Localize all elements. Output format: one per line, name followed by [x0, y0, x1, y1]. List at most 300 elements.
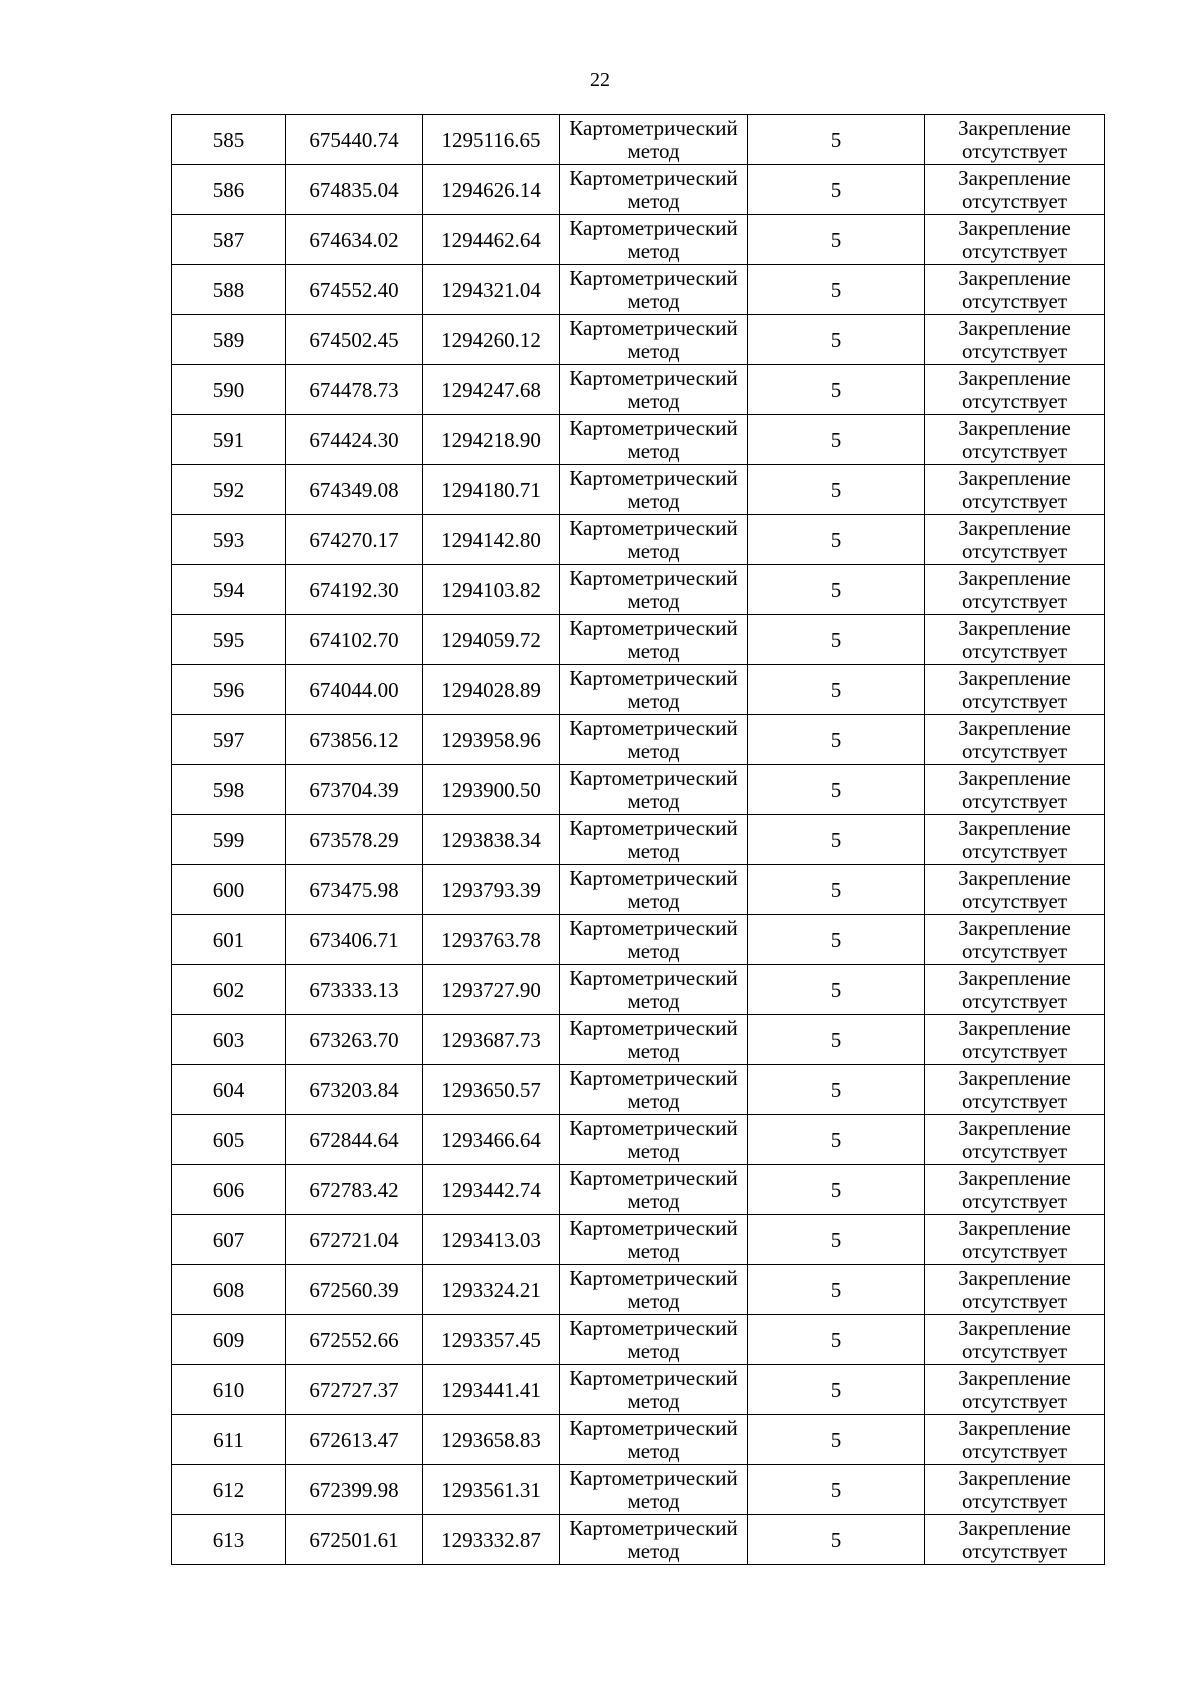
y-coordinate-cell: 1293650.57 — [423, 1065, 560, 1115]
fixation-line-1: Закрепление — [958, 1515, 1071, 1540]
error-cell: 5 — [748, 1415, 925, 1465]
fixation-line-2: отсутствует — [961, 1238, 1068, 1263]
x-coordinate-cell: 674478.73 — [286, 365, 423, 415]
error-cell: 5 — [748, 965, 925, 1015]
table-row — [172, 865, 1105, 915]
fixation-line-2: отсутствует — [961, 438, 1068, 463]
method-cell — [560, 1065, 748, 1115]
error-cell: 5 — [748, 1015, 925, 1065]
fixation-line-2: отсутствует — [961, 1088, 1068, 1113]
fixation-cell — [925, 665, 1105, 715]
fixation-cell — [925, 115, 1105, 165]
fixation-cell — [925, 415, 1105, 465]
method-cell — [560, 865, 748, 915]
table-row — [172, 1015, 1105, 1065]
error-cell: 5 — [748, 515, 925, 565]
x-coordinate-cell: 672501.61 — [286, 1515, 423, 1565]
method-cell — [560, 1515, 748, 1565]
error-cell: 5 — [748, 1215, 925, 1265]
fixation-line-1: Закрепление — [958, 865, 1071, 890]
fixation-line-2: отсутствует — [961, 388, 1068, 413]
method-line-2: метод — [627, 1288, 680, 1313]
y-coordinate-cell: 1293357.45 — [423, 1315, 560, 1365]
fixation-line-1: Закрепление — [958, 1415, 1071, 1440]
method-line-1: Картометрический — [569, 565, 738, 590]
method-line-1: Картометрический — [569, 315, 738, 340]
y-coordinate-cell: 1294247.68 — [423, 365, 560, 415]
method-cell — [560, 1115, 748, 1165]
method-line-2: метод — [627, 538, 680, 563]
point-number-cell: 597 — [172, 715, 286, 765]
method-line-2: метод — [627, 1038, 680, 1063]
x-coordinate-cell: 674192.30 — [286, 565, 423, 615]
fixation-line-1: Закрепление — [958, 815, 1071, 840]
table-row — [172, 715, 1105, 765]
y-coordinate-cell: 1294218.90 — [423, 415, 560, 465]
method-line-2: метод — [627, 438, 680, 463]
y-coordinate-cell: 1293466.64 — [423, 1115, 560, 1165]
method-line-1: Картометрический — [569, 665, 738, 690]
fixation-line-1: Закрепление — [958, 165, 1071, 190]
table-row — [172, 565, 1105, 615]
point-number-cell: 590 — [172, 365, 286, 415]
fixation-cell — [925, 715, 1105, 765]
y-coordinate-cell: 1294142.80 — [423, 515, 560, 565]
x-coordinate-cell: 674502.45 — [286, 315, 423, 365]
table-row — [172, 1115, 1105, 1165]
point-number-cell: 608 — [172, 1265, 286, 1315]
point-number-cell: 613 — [172, 1515, 286, 1565]
error-cell: 5 — [748, 215, 925, 265]
fixation-line-2: отсутствует — [961, 1388, 1068, 1413]
method-line-1: Картометрический — [569, 465, 738, 490]
fixation-line-2: отсутствует — [961, 588, 1068, 613]
error-cell: 5 — [748, 865, 925, 915]
method-cell — [560, 265, 748, 315]
method-line-1: Картометрический — [569, 1115, 738, 1140]
fixation-cell — [925, 1365, 1105, 1415]
x-coordinate-cell: 674270.17 — [286, 515, 423, 565]
fixation-cell — [925, 615, 1105, 665]
table-row — [172, 315, 1105, 365]
table-row — [172, 1365, 1105, 1415]
error-cell: 5 — [748, 115, 925, 165]
x-coordinate-cell: 673406.71 — [286, 915, 423, 965]
error-cell: 5 — [748, 1465, 925, 1515]
y-coordinate-cell: 1294462.64 — [423, 215, 560, 265]
table-row — [172, 1165, 1105, 1215]
fixation-line-1: Закрепление — [958, 1365, 1071, 1390]
fixation-cell — [925, 1515, 1105, 1565]
method-line-2: метод — [627, 488, 680, 513]
fixation-cell — [925, 1465, 1105, 1515]
method-cell — [560, 565, 748, 615]
coordinates-table-body — [172, 115, 1105, 1565]
table-row — [172, 1065, 1105, 1115]
point-number-cell: 602 — [172, 965, 286, 1015]
y-coordinate-cell: 1293763.78 — [423, 915, 560, 965]
fixation-line-1: Закрепление — [958, 365, 1071, 390]
method-line-2: метод — [627, 1338, 680, 1363]
fixation-line-1: Закрепление — [958, 1065, 1071, 1090]
x-coordinate-cell: 673263.70 — [286, 1015, 423, 1065]
method-cell — [560, 915, 748, 965]
y-coordinate-cell: 1294626.14 — [423, 165, 560, 215]
fixation-line-1: Закрепление — [958, 115, 1071, 140]
method-cell — [560, 415, 748, 465]
y-coordinate-cell: 1293413.03 — [423, 1215, 560, 1265]
y-coordinate-cell: 1293324.21 — [423, 1265, 560, 1315]
x-coordinate-cell: 674424.30 — [286, 415, 423, 465]
point-number-cell: 603 — [172, 1015, 286, 1065]
fixation-line-2: отсутствует — [961, 988, 1068, 1013]
method-line-1: Картометрический — [569, 1365, 738, 1390]
fixation-line-1: Закрепление — [958, 1215, 1071, 1240]
x-coordinate-cell: 673578.29 — [286, 815, 423, 865]
error-cell: 5 — [748, 465, 925, 515]
fixation-line-2: отсутствует — [961, 288, 1068, 313]
fixation-cell — [925, 515, 1105, 565]
fixation-cell — [925, 815, 1105, 865]
error-cell: 5 — [748, 565, 925, 615]
method-line-1: Картометрический — [569, 365, 738, 390]
error-cell: 5 — [748, 1265, 925, 1315]
method-line-1: Картометрический — [569, 765, 738, 790]
table-row — [172, 265, 1105, 315]
method-line-1: Картометрический — [569, 515, 738, 540]
fixation-cell — [925, 165, 1105, 215]
point-number-cell: 604 — [172, 1065, 286, 1115]
method-line-2: метод — [627, 188, 680, 213]
error-cell: 5 — [748, 1065, 925, 1115]
fixation-cell — [925, 915, 1105, 965]
x-coordinate-cell: 673704.39 — [286, 765, 423, 815]
error-cell: 5 — [748, 1515, 925, 1565]
fixation-line-1: Закрепление — [958, 465, 1071, 490]
point-number-cell: 594 — [172, 565, 286, 615]
fixation-cell — [925, 315, 1105, 365]
method-line-1: Картометрический — [569, 915, 738, 940]
x-coordinate-cell: 673856.12 — [286, 715, 423, 765]
method-cell — [560, 1465, 748, 1515]
point-number-cell: 587 — [172, 215, 286, 265]
error-cell: 5 — [748, 615, 925, 665]
x-coordinate-cell: 674835.04 — [286, 165, 423, 215]
fixation-line-2: отсутствует — [961, 1338, 1068, 1363]
error-cell: 5 — [748, 765, 925, 815]
method-line-1: Картометрический — [569, 1515, 738, 1540]
fixation-cell — [925, 565, 1105, 615]
method-line-2: метод — [627, 1488, 680, 1513]
fixation-line-2: отсутствует — [961, 788, 1068, 813]
y-coordinate-cell: 1294028.89 — [423, 665, 560, 715]
error-cell: 5 — [748, 915, 925, 965]
error-cell: 5 — [748, 1315, 925, 1365]
method-line-1: Картометрический — [569, 415, 738, 440]
fixation-line-1: Закрепление — [958, 415, 1071, 440]
fixation-line-1: Закрепление — [958, 1315, 1071, 1340]
y-coordinate-cell: 1293727.90 — [423, 965, 560, 1015]
point-number-cell: 606 — [172, 1165, 286, 1215]
fixation-line-1: Закрепление — [958, 965, 1071, 990]
table-row — [172, 1515, 1105, 1565]
fixation-line-2: отсутствует — [961, 1138, 1068, 1163]
method-line-1: Картометрический — [569, 1015, 738, 1040]
method-cell — [560, 365, 748, 415]
table-row — [172, 1465, 1105, 1515]
fixation-line-2: отсутствует — [961, 1188, 1068, 1213]
method-line-1: Картометрический — [569, 1215, 738, 1240]
y-coordinate-cell: 1293658.83 — [423, 1415, 560, 1465]
method-line-2: метод — [627, 1538, 680, 1563]
fixation-line-1: Закрепление — [958, 515, 1071, 540]
y-coordinate-cell: 1294321.04 — [423, 265, 560, 315]
fixation-line-2: отсутствует — [961, 488, 1068, 513]
method-line-2: метод — [627, 1438, 680, 1463]
method-line-2: метод — [627, 988, 680, 1013]
point-number-cell: 600 — [172, 865, 286, 915]
point-number-cell: 607 — [172, 1215, 286, 1265]
error-cell: 5 — [748, 715, 925, 765]
x-coordinate-cell: 673475.98 — [286, 865, 423, 915]
method-line-2: метод — [627, 1388, 680, 1413]
fixation-line-2: отсутствует — [961, 1538, 1068, 1563]
fixation-cell — [925, 1215, 1105, 1265]
fixation-cell — [925, 1415, 1105, 1465]
x-coordinate-cell: 672721.04 — [286, 1215, 423, 1265]
error-cell: 5 — [748, 165, 925, 215]
method-line-1: Картометрический — [569, 1465, 738, 1490]
fixation-line-1: Закрепление — [958, 1465, 1071, 1490]
fixation-cell — [925, 465, 1105, 515]
method-line-2: метод — [627, 1188, 680, 1213]
fixation-line-2: отсутствует — [961, 1038, 1068, 1063]
method-line-2: метод — [627, 688, 680, 713]
method-cell — [560, 1315, 748, 1365]
y-coordinate-cell: 1294103.82 — [423, 565, 560, 615]
method-line-1: Картометрический — [569, 815, 738, 840]
method-line-1: Картометрический — [569, 1165, 738, 1190]
fixation-line-2: отсутствует — [961, 1488, 1068, 1513]
point-number-cell: 611 — [172, 1415, 286, 1465]
fixation-line-1: Закрепление — [958, 615, 1071, 640]
y-coordinate-cell: 1293958.96 — [423, 715, 560, 765]
fixation-line-2: отсутствует — [961, 338, 1068, 363]
table-row — [172, 365, 1105, 415]
fixation-line-1: Закрепление — [958, 215, 1071, 240]
method-cell — [560, 165, 748, 215]
error-cell: 5 — [748, 315, 925, 365]
point-number-cell: 605 — [172, 1115, 286, 1165]
y-coordinate-cell: 1294180.71 — [423, 465, 560, 515]
method-line-2: метод — [627, 238, 680, 263]
y-coordinate-cell: 1293900.50 — [423, 765, 560, 815]
fixation-line-1: Закрепление — [958, 1265, 1071, 1290]
error-cell: 5 — [748, 1365, 925, 1415]
method-line-2: метод — [627, 588, 680, 613]
table-row — [172, 615, 1105, 665]
method-line-1: Картометрический — [569, 865, 738, 890]
method-cell — [560, 1165, 748, 1215]
fixation-line-1: Закрепление — [958, 1015, 1071, 1040]
method-cell — [560, 315, 748, 365]
point-number-cell: 592 — [172, 465, 286, 515]
table-row — [172, 915, 1105, 965]
point-number-cell: 591 — [172, 415, 286, 465]
fixation-line-1: Закрепление — [958, 1115, 1071, 1140]
method-line-1: Картометрический — [569, 615, 738, 640]
x-coordinate-cell: 672560.39 — [286, 1265, 423, 1315]
fixation-line-2: отсутствует — [961, 188, 1068, 213]
point-number-cell: 598 — [172, 765, 286, 815]
table-row — [172, 1315, 1105, 1365]
table-row — [172, 1265, 1105, 1315]
fixation-line-2: отсутствует — [961, 738, 1068, 763]
method-cell — [560, 1415, 748, 1465]
error-cell: 5 — [748, 265, 925, 315]
method-line-1: Картометрический — [569, 715, 738, 740]
method-line-1: Картометрический — [569, 1315, 738, 1340]
point-number-cell: 612 — [172, 1465, 286, 1515]
method-cell — [560, 965, 748, 1015]
fixation-line-1: Закрепление — [958, 265, 1071, 290]
fixation-line-2: отсутствует — [961, 1288, 1068, 1313]
point-number-cell: 596 — [172, 665, 286, 715]
table-row — [172, 815, 1105, 865]
point-number-cell: 585 — [172, 115, 286, 165]
method-line-2: метод — [627, 1238, 680, 1263]
method-line-1: Картометрический — [569, 115, 738, 140]
fixation-cell — [925, 365, 1105, 415]
fixation-line-1: Закрепление — [958, 315, 1071, 340]
fixation-cell — [925, 765, 1105, 815]
error-cell: 5 — [748, 1165, 925, 1215]
method-cell — [560, 615, 748, 665]
y-coordinate-cell: 1293793.39 — [423, 865, 560, 915]
method-line-1: Картометрический — [569, 165, 738, 190]
x-coordinate-cell: 674102.70 — [286, 615, 423, 665]
fixation-cell — [925, 865, 1105, 915]
fixation-cell — [925, 1065, 1105, 1115]
x-coordinate-cell: 674552.40 — [286, 265, 423, 315]
table-row — [172, 665, 1105, 715]
y-coordinate-cell: 1293561.31 — [423, 1465, 560, 1515]
point-number-cell: 599 — [172, 815, 286, 865]
y-coordinate-cell: 1293332.87 — [423, 1515, 560, 1565]
table-row — [172, 465, 1105, 515]
method-line-1: Картометрический — [569, 1415, 738, 1440]
fixation-cell — [925, 1315, 1105, 1365]
method-cell — [560, 1215, 748, 1265]
point-number-cell: 601 — [172, 915, 286, 965]
table-row — [172, 1215, 1105, 1265]
method-line-2: метод — [627, 338, 680, 363]
fixation-line-1: Закрепление — [958, 1165, 1071, 1190]
fixation-line-1: Закрепление — [958, 665, 1071, 690]
y-coordinate-cell: 1293441.41 — [423, 1365, 560, 1415]
fixation-cell — [925, 1015, 1105, 1065]
fixation-line-2: отсутствует — [961, 688, 1068, 713]
fixation-line-2: отсутствует — [961, 638, 1068, 663]
method-cell — [560, 715, 748, 765]
fixation-line-2: отсутствует — [961, 888, 1068, 913]
method-line-1: Картометрический — [569, 1265, 738, 1290]
table-row — [172, 515, 1105, 565]
method-line-2: метод — [627, 638, 680, 663]
page-number: 22 — [590, 69, 610, 91]
fixation-line-1: Закрепление — [958, 915, 1071, 940]
table-row — [172, 415, 1105, 465]
fixation-line-2: отсутствует — [961, 838, 1068, 863]
point-number-cell: 610 — [172, 1365, 286, 1415]
error-cell: 5 — [748, 815, 925, 865]
fixation-cell — [925, 1165, 1105, 1215]
y-coordinate-cell: 1293442.74 — [423, 1165, 560, 1215]
method-line-2: метод — [627, 138, 680, 163]
x-coordinate-cell: 672844.64 — [286, 1115, 423, 1165]
point-number-cell: 609 — [172, 1315, 286, 1365]
method-line-2: метод — [627, 788, 680, 813]
fixation-line-1: Закрепление — [958, 765, 1071, 790]
method-line-2: метод — [627, 388, 680, 413]
y-coordinate-cell: 1295116.65 — [423, 115, 560, 165]
x-coordinate-cell: 673333.13 — [286, 965, 423, 1015]
method-cell — [560, 1015, 748, 1065]
table-row — [172, 1415, 1105, 1465]
y-coordinate-cell: 1293838.34 — [423, 815, 560, 865]
x-coordinate-cell: 674044.00 — [286, 665, 423, 715]
y-coordinate-cell: 1294059.72 — [423, 615, 560, 665]
fixation-line-2: отсутствует — [961, 538, 1068, 563]
method-line-1: Картометрический — [569, 215, 738, 240]
method-cell — [560, 465, 748, 515]
method-cell — [560, 665, 748, 715]
method-line-2: метод — [627, 938, 680, 963]
x-coordinate-cell: 672552.66 — [286, 1315, 423, 1365]
method-line-1: Картометрический — [569, 1065, 738, 1090]
method-line-2: метод — [627, 888, 680, 913]
method-line-2: метод — [627, 838, 680, 863]
method-cell — [560, 1265, 748, 1315]
point-number-cell: 589 — [172, 315, 286, 365]
x-coordinate-cell: 674634.02 — [286, 215, 423, 265]
coordinates-table — [171, 114, 1105, 1565]
method-line-2: метод — [627, 1088, 680, 1113]
point-number-cell: 595 — [172, 615, 286, 665]
error-cell: 5 — [748, 665, 925, 715]
error-cell: 5 — [748, 365, 925, 415]
x-coordinate-cell: 672727.37 — [286, 1365, 423, 1415]
method-line-2: метод — [627, 738, 680, 763]
x-coordinate-cell: 672613.47 — [286, 1415, 423, 1465]
fixation-cell — [925, 1265, 1105, 1315]
method-cell — [560, 1365, 748, 1415]
method-line-2: метод — [627, 288, 680, 313]
method-cell — [560, 815, 748, 865]
fixation-cell — [925, 1115, 1105, 1165]
method-cell — [560, 765, 748, 815]
table-row — [172, 965, 1105, 1015]
table-row — [172, 765, 1105, 815]
method-line-1: Картометрический — [569, 965, 738, 990]
fixation-line-2: отсутствует — [961, 1438, 1068, 1463]
table-row — [172, 165, 1105, 215]
fixation-cell — [925, 215, 1105, 265]
fixation-line-1: Закрепление — [958, 715, 1071, 740]
point-number-cell: 586 — [172, 165, 286, 215]
error-cell: 5 — [748, 1115, 925, 1165]
y-coordinate-cell: 1293687.73 — [423, 1015, 560, 1065]
